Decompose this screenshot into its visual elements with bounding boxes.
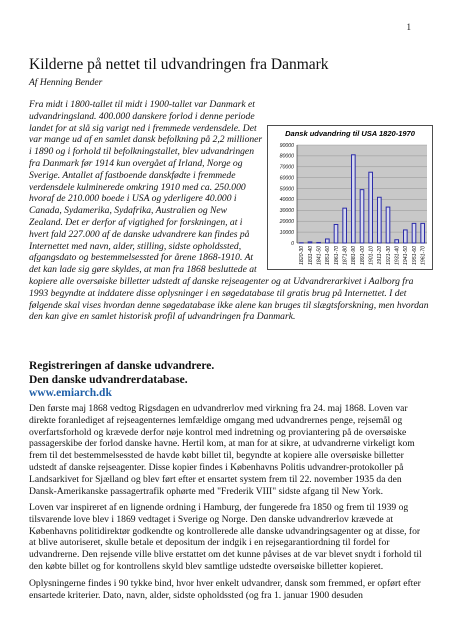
section-heading: [29, 360, 214, 401]
y-tick-label: 40000: [279, 197, 294, 204]
x-tick-label: 1931-40: [394, 246, 401, 266]
bar: [326, 239, 330, 243]
y-tick-label: 70000: [279, 164, 294, 171]
article-title: Kilderne på nettet til udvandringen fra Danmark: [29, 56, 329, 73]
bar: [369, 172, 373, 243]
x-tick-label: 1911-20: [377, 246, 384, 265]
x-tick-label: 1951-60: [411, 246, 418, 266]
y-tick-label: 60000: [279, 175, 294, 182]
x-tick-label: 1831-40: [307, 246, 314, 266]
bar: [412, 223, 416, 243]
chart-title: Dansk udvandring til USA 1820-1970: [285, 129, 415, 138]
y-tick-label: 90000: [279, 142, 294, 149]
body-paragraph-1: Den første maj 1868 vedtog Rigsdagen en udvandrerlov med virkning fra 24. maj 1868. Loven var direkte foranlediget af rejseagenternes lemfældige omgang med udvandrernes penge, rejsemål og overfartsforhold og krævede derfor nøje kontrol med indretning og proviantering på de oversøiske passagerskibe der forlod danske havne. Hertil kom, at man for at sikre, at udvandrerne virkeligt kom frem til det bestemmelsessted de havde købt billet til, begyndte at kopiere alle oversøiske billetter udstedt af danske rejseagenter. Disse kopier findes i Københavns Politis udvandrer-protokoller på Landsarkivet for Sjælland og blev ført efter et ensartet system frem til 22. november 1935 da den Dansk-Amerikanske passagertrafik ophørte med "Frederik VIII" sidste afgang til New York.: [29, 403, 415, 497]
bar: [378, 197, 382, 243]
y-tick-label: 20000: [279, 219, 294, 226]
intro-paragraph: [29, 99, 429, 323]
page-number: 1: [406, 22, 411, 32]
bar: [317, 242, 321, 243]
intro-text: Fra midt i 1800-tallet til midt i 1900-tallet var Danmark et udvandringsland. 400.000 danskere forlod i denne periode landet for at slå sig varigt ned i fremmede verdensdele. Det var mange ud af en samlet dansk befolkning på 2,2 millioner i 1890 og i forhold til befolkningstallet, blev udvandringen fra Danmark før 1914 kun overgået af Irland, Norge og Sverige. Antallet af fastboende danskfødte i fremmede verdensdele kulminerede omkring 1910 med ca. 250.000 hvoraf de 210.000 boede i USA og yderligere 40.000 i Canada, Sydamerika, Sydafrika, Australien og New Zealand. Det er derfor af vigtighed for forskningen, at i hvert fald 227.000 af de danske udvandrere kan findes på Internettet med navn, alder, stilling, sidste opholdssted, afgangsdato og bestemmelsessted for årene 1868-1910. At det kan lade sig gøre skyldes, at man fra 1868 besluttede at kopiere alle oversøiske billetter udstedt af danske rejseagenter og at Udvandrerarkivet i Aalborg fra 1993 begyndte at inddatere disse oplysninger i en søgedatabase til gratis brug på Internettet. I det følgende skal vises hvordan denne søgedatabase ikke alene kan bruges til slægtsforskning, men hvordan den kan give en samlet historisk profil af udvandringen fra Danmark.: [29, 99, 429, 323]
x-tick-label: 1851-60: [325, 246, 332, 266]
emigration-bar-chart: [267, 125, 433, 270]
author-line: Af Henning Bender: [29, 78, 103, 88]
bar: [360, 190, 364, 243]
x-tick-label: 1941-50: [403, 246, 410, 266]
x-tick-label: 1901-10: [368, 246, 375, 266]
section-heading-line-2: Den danske udvandrerdatabase.: [29, 373, 188, 386]
bar: [352, 155, 356, 243]
y-tick-label: 30000: [279, 208, 294, 215]
x-tick-label: 1871-80: [342, 246, 349, 266]
bar: [343, 208, 347, 243]
y-tick-label: 50000: [279, 186, 294, 193]
y-tick-label: 10000: [279, 229, 294, 236]
x-tick-label: 1881-90: [351, 246, 358, 266]
bar: [404, 230, 408, 243]
x-tick-label: 1891-00: [359, 246, 366, 266]
x-tick-label: 1820-30: [299, 246, 306, 266]
bar: [386, 207, 390, 243]
bar: [421, 223, 425, 243]
y-tick-label: 0: [291, 240, 294, 247]
y-tick-label: 80000: [279, 153, 294, 160]
emiarch-link[interactable]: www.emiarch.dk: [29, 387, 112, 399]
bar: [395, 240, 399, 243]
bar: [334, 224, 338, 243]
x-tick-label: 1861-70: [333, 246, 340, 266]
x-tick-label: 1841-50: [316, 246, 323, 266]
bar: [308, 242, 312, 243]
body-paragraph-2: Loven var inspireret af en lignende ordning i Hamburg, der fungerede fra 1850 og frem til 1939 og tilsvarende love blev i 1869 vedtaget i Sverige og Norge. Den danske udvandrerlov krævede at Københavns politidirektør godkendte og kontrollerede alle danske udvandringsagenter og at disse, for at blive autoriseret, skulle betale et depositum der indgik i en rejsegarantiordning til fordel for udvandrerne. Den rejsende ville blive erstattet om det kunne påvises at de var blevet snydt i forhold til den købte billet og for kontrollens skyld blev samtlige udstedte oversøiske billetter kopieret.: [29, 502, 422, 572]
section-heading-line-1: Registreringen af danske udvandrere.: [29, 360, 215, 372]
x-tick-label: 1961-70: [420, 246, 427, 266]
body-paragraph-3: Oplysningerne findes i 90 tykke bind, hvor hver enkelt udvandrer, dansk som fremmed, er opført efter ensartede kriterier. Dato, navn, alder, sidste opholdssted (og fra 1. januar 1900 desuden: [29, 578, 421, 601]
x-tick-label: 1921-30: [385, 246, 392, 266]
